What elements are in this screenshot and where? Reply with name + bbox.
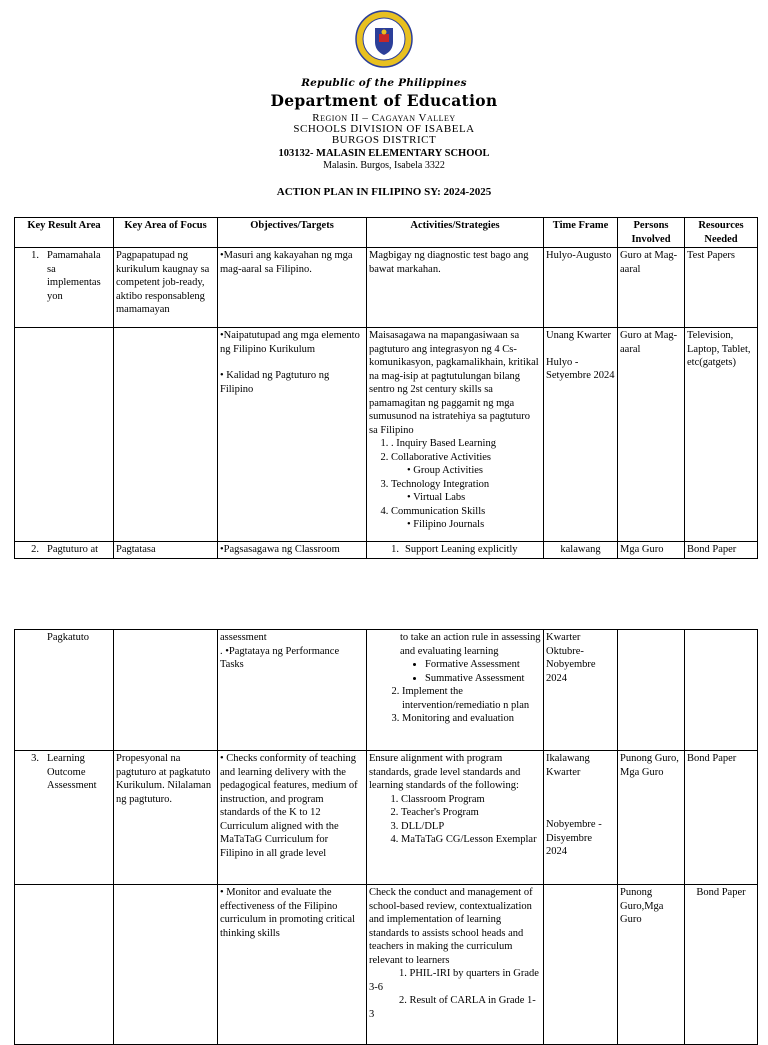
- strategy-list: [369, 437, 541, 532]
- activity-cell: Maisasagawa na mapangasiwaan sa pagtuturo ang integrasyon ng 4 Cs-komunikasyon, pagkamalikhain, kritikal na mag-isip at pagtutulungan bilang sentro ng 2st century skills sa pamamagitan ng paggamit ng mga sumusunod na istratehiya sa pagtuturo sa Filipino 1. . Inquiry Based Learning 2. Collaborative Activities • Group Activities 3. Technology Integration • Virtual Labs 4. Communication Skills • Filipino Journals: [367, 328, 544, 542]
- table-row: [15, 751, 758, 885]
- list-item: 4. MaTaTaG CG/Lesson Exemplar: [401, 833, 541, 847]
- deped-seal-icon: [355, 10, 413, 68]
- col-objectives: Objectives/Targets: [218, 218, 367, 248]
- persons-cell: Punong Guro,Mga Guro: [618, 885, 685, 1045]
- kra-cell: Pagkatuto: [15, 630, 114, 751]
- republic-line: Republic of the Philippines: [301, 77, 467, 89]
- kra-cell: 2. Pagtuturo at: [15, 542, 114, 559]
- time-cell: Unang Kwarter Hulyo - Setyembre 2024: [544, 328, 618, 542]
- intervention-list: [369, 685, 541, 726]
- table-header-row: [15, 218, 758, 248]
- alignment-list: [369, 793, 541, 847]
- assessment-list: [369, 658, 541, 685]
- action-plan-table-continued: [14, 629, 758, 1045]
- focus-cell: Pagtatasa: [114, 542, 218, 559]
- school-address: Malasin. Burgos, Isabela 3322: [323, 160, 445, 171]
- persons-cell: Guro at Mag- aaral: [618, 248, 685, 328]
- list-item: 2. Collaborative Activities • Group Activities: [391, 451, 541, 478]
- time-cell: kalawang: [544, 542, 618, 559]
- objective-cell: •Pagsasagawa ng Classroom: [218, 542, 367, 559]
- time-cell: Ikalawang Kwarter Nobyembre - Disyembre 2024: [544, 751, 618, 885]
- department-name: Department of Education: [270, 91, 498, 110]
- col-key-area-of-focus: Key Area of Focus: [114, 218, 218, 248]
- resources-cell: Bond Paper: [685, 751, 758, 885]
- kra-cell: 3. Learning Outcome Assessment: [15, 751, 114, 885]
- col-time-frame: Time Frame: [544, 218, 618, 248]
- resources-cell: Television, Laptop, Tablet, etc(gatgets): [685, 328, 758, 542]
- division-line: SCHOOLS DIVISION OF ISABELA: [293, 123, 475, 135]
- persons-cell: Mga Guro: [618, 542, 685, 559]
- list-item: 1. Classroom Program: [401, 793, 541, 807]
- objective-cell: •Naipatutupad ang mga elemento ng Filipino Kurikulum • Kalidad ng Pagtuturo ng Filipino: [218, 328, 367, 542]
- list-item: 4. Communication Skills • Filipino Journals: [391, 505, 541, 532]
- district-line: BURGOS DISTRICT: [331, 134, 437, 146]
- objective-cell: • Monitor and evaluate the effectiveness of the Filipino curriculum in promoting critical thinking skills: [218, 885, 367, 1045]
- action-plan-table-top: [14, 217, 758, 559]
- focus-cell: Propesyonal na pagtuturo at pagkatuto Kurikulum. Nilalaman ng pagtuturo.: [114, 751, 218, 885]
- col-activities: Activities/Strategies: [367, 218, 544, 248]
- time-cell: Hulyo-Augusto: [544, 248, 618, 328]
- table-row: [15, 328, 758, 542]
- table-row: [15, 630, 758, 751]
- resources-cell: Bond Paper: [685, 885, 758, 1045]
- list-item: 1. . Inquiry Based Learning: [391, 437, 541, 451]
- activity-cell: to take an action rule in assessing and evaluating learning • Formative Assessment • Summative Assessment 2. Implement the intervention/remediatio n plan 3. Monitoring and evaluation: [367, 630, 544, 751]
- persons-cell: Guro at Mag-aaral: [618, 328, 685, 542]
- list-item: 2. Implement the intervention/remediatio n plan: [402, 685, 541, 712]
- resources-cell: Bond Paper: [685, 542, 758, 559]
- table-row: [15, 885, 758, 1045]
- document-title: ACTION PLAN IN FILIPINO SY: 2024-2025: [276, 186, 492, 198]
- focus-cell: Pagpapatupad ng kurikulum kaugnay sa competent job-ready, aktibo responsableng mamamayan: [114, 248, 218, 328]
- col-resources-needed: Resources Needed: [685, 218, 758, 248]
- table-row: [15, 542, 758, 559]
- col-persons-involved: Persons Involved: [618, 218, 685, 248]
- region-line: Region II – Cagayan Valley: [312, 112, 456, 124]
- letterhead: [0, 10, 768, 171]
- kra-cell: 1. Pamamahala sa implementas yon: [15, 248, 114, 328]
- persons-cell: Punong Guro, Mga Guro: [618, 751, 685, 885]
- table-row: [15, 248, 758, 328]
- list-item: 3. DLL/DLP: [401, 820, 541, 834]
- list-item: 2. Teacher's Program: [401, 806, 541, 820]
- activity-cell: Ensure alignment with program standards, grade level standards and learning standards of the following: 1. Classroom Program 2. Teacher's Program 3. DLL/DLP 4. MaTaTaG CG/Lesson Exemplar: [367, 751, 544, 885]
- activity-cell: 1. Support Leaning explicitly: [367, 542, 544, 559]
- activity-cell: Magbigay ng diagnostic test bago ang bawat markahan.: [367, 248, 544, 328]
- activity-cell: Check the conduct and management of school-based review, contextualization and implementation of learning standards to assists school heads and teachers in making the curriculum relevant to learners 1. PHIL-IRI by quarters in Grade 3-6 2. Result of CARLA in Grade 1-3: [367, 885, 544, 1045]
- objective-cell: • Checks conformity of teaching and learning delivery with the pedagogical features, medium of instruction, and program standards of the K to 12 Curriculum aligned with the MaTaTaG Curriculum for Filipino in all grade level: [218, 751, 367, 885]
- school-name: 103132- MALASIN ELEMENTARY SCHOOL: [278, 148, 490, 159]
- list-item: 3. Technology Integration • Virtual Labs: [391, 478, 541, 505]
- time-cell: Kwarter Oktubre-Nobyembre 2024: [544, 630, 618, 751]
- list-item: 3. Monitoring and evaluation: [402, 712, 541, 726]
- resources-cell: Test Papers: [685, 248, 758, 328]
- objective-cell: assessment . •Pagtataya ng Performance Tasks: [218, 630, 367, 751]
- list-item: • Formative Assessment: [425, 658, 541, 672]
- col-key-result-area: Key Result Area: [15, 218, 114, 248]
- objective-cell: •Masuri ang kakayahan ng mga mag-aaral sa Filipino.: [218, 248, 367, 328]
- list-item: • Summative Assessment: [425, 672, 541, 686]
